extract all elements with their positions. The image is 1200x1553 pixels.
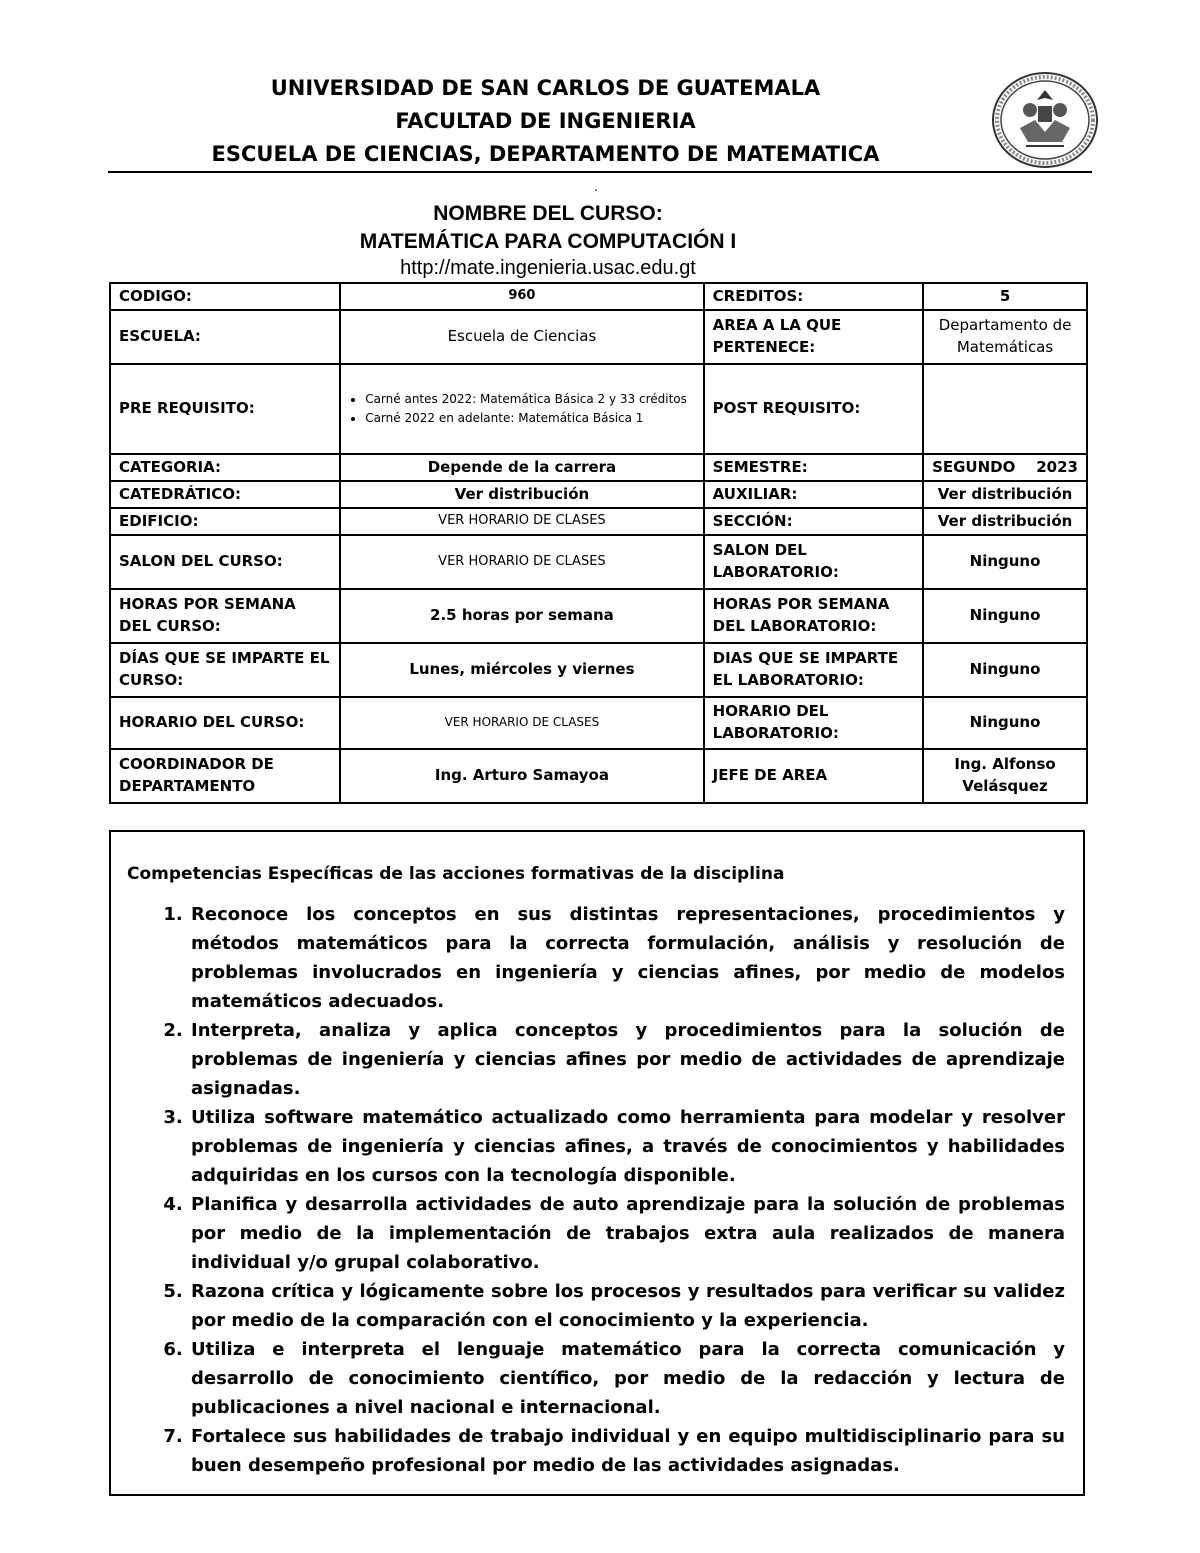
table-row (110, 643, 1087, 697)
creditos-label: CREDITOS: (704, 283, 923, 310)
horas-lab-label: HORAS POR SEMANA DEL LABORATORIO: (704, 589, 923, 643)
dias-value: Lunes, miércoles y viernes (340, 643, 703, 697)
prereq-value (340, 364, 703, 454)
horas-label: HORAS POR SEMANA DEL CURSO: (110, 589, 340, 643)
semestre-label: SEMESTRE: (704, 454, 923, 481)
document-header (108, 68, 1092, 174)
list-item: 3. Utiliza software matemático actualizado como herramienta para modelar y resolver problemas de ingeniería y ciencias afines, a través de conocimientos y habilidades adquiridas en los cursos con la tecnología disponible. (189, 1103, 1065, 1190)
table-row (110, 481, 1087, 508)
salon-lab-label: SALON DEL LABORATORIO: (704, 535, 923, 589)
horas-lab-value: Ninguno (923, 589, 1087, 643)
edificio-label: EDIFICIO: (110, 508, 340, 535)
course-info-table (109, 282, 1088, 804)
salon-lab-value: Ninguno (923, 535, 1087, 589)
list-item: 7. Fortalece sus habilidades de trabajo individual y en equipo multidisciplinario para su buen desempeño profesional por medio de las actividades asignadas. (189, 1422, 1065, 1480)
coordinador-label: COORDINADOR DE DEPARTAMENTO (110, 749, 340, 803)
list-item: 1. Reconoce los conceptos en sus distintas representaciones, procedimientos y métodos matemáticos para la correcta formulación, análisis y resolución de problemas involucrados en ingeniería y ciencias afines, por medio de modelos matemáticos adecuados. (189, 900, 1065, 1016)
postreq-label: POST REQUISITO: (704, 364, 923, 454)
list-item: • Carné 2022 en adelante: Matemática Básica 1 (365, 410, 694, 427)
table-row (110, 283, 1087, 310)
postreq-value (923, 364, 1087, 454)
list-item: 6. Utiliza e interpreta el lenguaje matemático para la correcta comunicación y desarrollo de conocimiento científico, por medio de la redacción y lectura de publicaciones a nivel nacional e internacional. (189, 1335, 1065, 1422)
table-row (110, 749, 1087, 803)
list-item: • Carné antes 2022: Matemática Básica 2 y 33 créditos (365, 391, 694, 408)
table-row (110, 310, 1087, 364)
horario-lab-label: HORARIO DEL LABORATORIO: (704, 697, 923, 749)
horas-value: 2.5 horas por semana (340, 589, 703, 643)
dias-lab-value: Ninguno (923, 643, 1087, 697)
separator-dot: . (594, 178, 598, 194)
jefe-value: Ing. Alfonso Velásquez (923, 749, 1087, 803)
catedratico-label: CATEDRÁTICO: (110, 481, 340, 508)
horario-lab-value: Ninguno (923, 697, 1087, 749)
area-label: AREA A LA QUE PERTENECE: (704, 310, 923, 364)
auxiliar-label: AUXILIAR: (704, 481, 923, 508)
creditos-value: 5 (923, 283, 1087, 310)
escuela-label: ESCUELA: (110, 310, 340, 364)
school-name: ESCUELA DE CIENCIAS, DEPARTAMENTO DE MATEMATICA (211, 142, 880, 166)
course-name: MATEMÁTICA PARA COMPUTACIÓN I (359, 230, 737, 253)
header-rule (108, 171, 1092, 173)
competencias-list (151, 900, 1065, 1480)
auxiliar-value: Ver distribución (923, 481, 1087, 508)
seccion-value: Ver distribución (923, 508, 1087, 535)
salon-value: VER HORARIO DE CLASES (340, 535, 703, 589)
prereq-label: PRE REQUISITO: (110, 364, 340, 454)
categoria-value: Depende de la carrera (340, 454, 703, 481)
escuela-value: Escuela de Ciencias (340, 310, 703, 364)
course-label: NOMBRE DEL CURSO: (433, 202, 663, 225)
prereq-list (349, 391, 694, 428)
dias-label: DÍAS QUE SE IMPARTE EL CURSO: (110, 643, 340, 697)
university-seal-icon (990, 70, 1100, 170)
table-row (110, 454, 1087, 481)
horario-value: VER HORARIO DE CLASES (340, 697, 703, 749)
table-row (110, 589, 1087, 643)
list-item: 2. Interpreta, analiza y aplica conceptos y procedimientos para la solución de problemas de ingeniería y ciencias afines por medio de actividades de aprendizaje asignadas. (189, 1016, 1065, 1103)
jefe-label: JEFE DE AREA (704, 749, 923, 803)
table-row (110, 364, 1087, 454)
course-url-link[interactable]: http://mate.ingenieria.usac.edu.gt (400, 257, 696, 279)
list-item: 5. Razona crítica y lógicamente sobre los procesos y resultados para verificar su validez por medio de la comparación con el conocimiento y la experiencia. (189, 1277, 1065, 1335)
competencias-heading: Competencias Específicas de las acciones formativas de la disciplina (127, 864, 785, 884)
dias-lab-label: DIAS QUE SE IMPARTE EL LABORATORIO: (704, 643, 923, 697)
university-name: UNIVERSIDAD DE SAN CARLOS DE GUATEMALA (270, 76, 821, 100)
codigo-label: CODIGO: (110, 283, 340, 310)
faculty-name: FACULTAD DE INGENIERIA (395, 109, 696, 133)
edificio-value: VER HORARIO DE CLASES (340, 508, 703, 535)
competencias-box (109, 830, 1085, 1496)
table-row (110, 508, 1087, 535)
table-row (110, 535, 1087, 589)
codigo-value: 960 (340, 283, 703, 310)
catedratico-value: Ver distribución (340, 481, 703, 508)
semestre-value: SEGUNDO 2023 (923, 454, 1087, 481)
area-value: Departamento de Matemáticas (923, 310, 1087, 364)
salon-label: SALON DEL CURSO: (110, 535, 340, 589)
list-item: 4. Planifica y desarrolla actividades de auto aprendizaje para la solución de problemas por medio de la implementación de trabajos extra aula realizados de manera individual y/o grupal colaborativo. (189, 1190, 1065, 1277)
table-row (110, 697, 1087, 749)
categoria-label: CATEGORIA: (110, 454, 340, 481)
seccion-label: SECCIÓN: (704, 508, 923, 535)
coordinador-value: Ing. Arturo Samayoa (340, 749, 703, 803)
horario-label: HORARIO DEL CURSO: (110, 697, 340, 749)
